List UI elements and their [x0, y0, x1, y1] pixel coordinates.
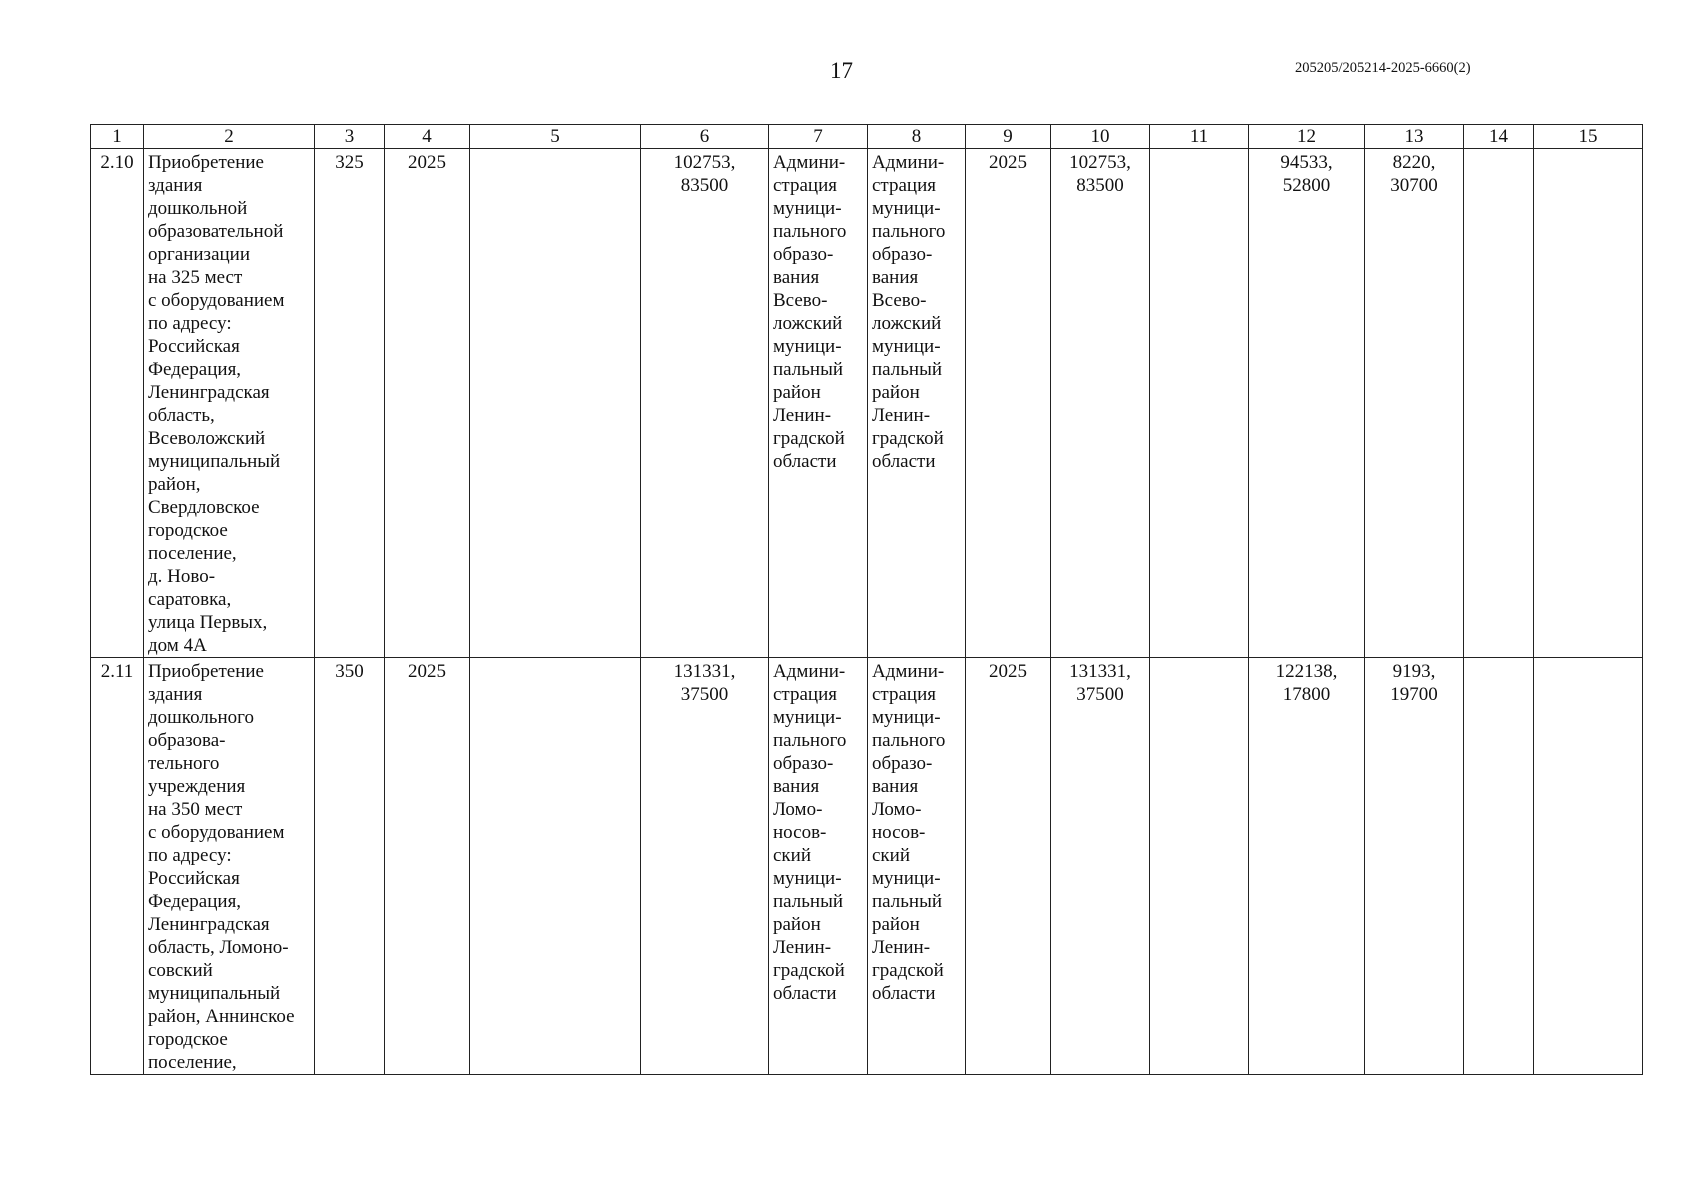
empty-cell — [1150, 658, 1249, 1075]
data-table — [90, 124, 1643, 1075]
cost-cell: 131331, 37500 — [641, 658, 769, 1075]
customer-cell: Админи- страция муници- пального образо- вания Ломо- носов- ский муници- пальный район Ленин- градской области — [769, 658, 868, 1075]
year-cell: 2025 — [966, 658, 1051, 1075]
column-header: 13 — [1365, 125, 1464, 149]
object-description: Приобретение здания дошкольной образовательной организации на 325 мест с оборудованием по адресу: Российская Федерация, Ленинградская область, Всеволожский муниципальный район, Свердловское городское поселение, д. Ново- саратовка, улица Первых, дом 4А — [144, 149, 315, 658]
object-description: Приобретение здания дошкольного образова- тельного учреждения на 350 мест с оборудованием по адресу: Российская Федерация, Ленинградская область, Ломоно- совский муниципальный район, Аннинское городское поселение, — [144, 658, 315, 1075]
empty-cell — [1464, 658, 1534, 1075]
column-header: 9 — [966, 125, 1051, 149]
capacity-cell: 350 — [315, 658, 385, 1075]
table-row — [91, 149, 1643, 658]
column-header: 8 — [868, 125, 966, 149]
column-header: 7 — [769, 125, 868, 149]
column-header: 4 — [385, 125, 470, 149]
column-header: 6 — [641, 125, 769, 149]
empty-cell — [1464, 149, 1534, 658]
empty-cell — [1150, 149, 1249, 658]
row-number: 2.10 — [91, 149, 144, 658]
page-number: 17 — [830, 58, 853, 83]
column-header: 5 — [470, 125, 641, 149]
column-header: 14 — [1464, 125, 1534, 149]
year-cell: 2025 — [385, 658, 470, 1075]
column-header: 12 — [1249, 125, 1365, 149]
total-cell: 131331, 37500 — [1051, 658, 1150, 1075]
capacity-cell: 325 — [315, 149, 385, 658]
regional-budget-cell: 94533, 52800 — [1249, 149, 1365, 658]
developer-cell: Админи- страция муници- пального образо- вания Ломо- носов- ский муници- пальный район Ленин- градской области — [868, 658, 966, 1075]
column-header: 3 — [315, 125, 385, 149]
column-header: 15 — [1534, 125, 1643, 149]
total-cell: 102753, 83500 — [1051, 149, 1150, 658]
table-row — [91, 658, 1643, 1075]
row-number: 2.11 — [91, 658, 144, 1075]
year-cell: 2025 — [385, 149, 470, 658]
empty-cell — [1534, 149, 1643, 658]
regional-budget-cell: 122138, 17800 — [1249, 658, 1365, 1075]
cost-cell: 102753, 83500 — [641, 149, 769, 658]
empty-cell — [470, 149, 641, 658]
customer-cell: Админи- страция муници- пального образо- вания Всево- ложский муници- пальный район Ленин- градской области — [769, 149, 868, 658]
column-header: 10 — [1051, 125, 1150, 149]
column-header: 11 — [1150, 125, 1249, 149]
year-cell: 2025 — [966, 149, 1051, 658]
developer-cell: Админи- страция муници- пального образо- вания Всево- ложский муници- пальный район Ленин- градской области — [868, 149, 966, 658]
column-number-row — [91, 125, 1643, 149]
local-budget-cell: 9193, 19700 — [1365, 658, 1464, 1075]
column-header: 2 — [144, 125, 315, 149]
empty-cell — [1534, 658, 1643, 1075]
empty-cell — [470, 658, 641, 1075]
local-budget-cell: 8220, 30700 — [1365, 149, 1464, 658]
column-header: 1 — [91, 125, 144, 149]
document-id: 205205/205214-2025-6660(2) — [1295, 60, 1471, 76]
